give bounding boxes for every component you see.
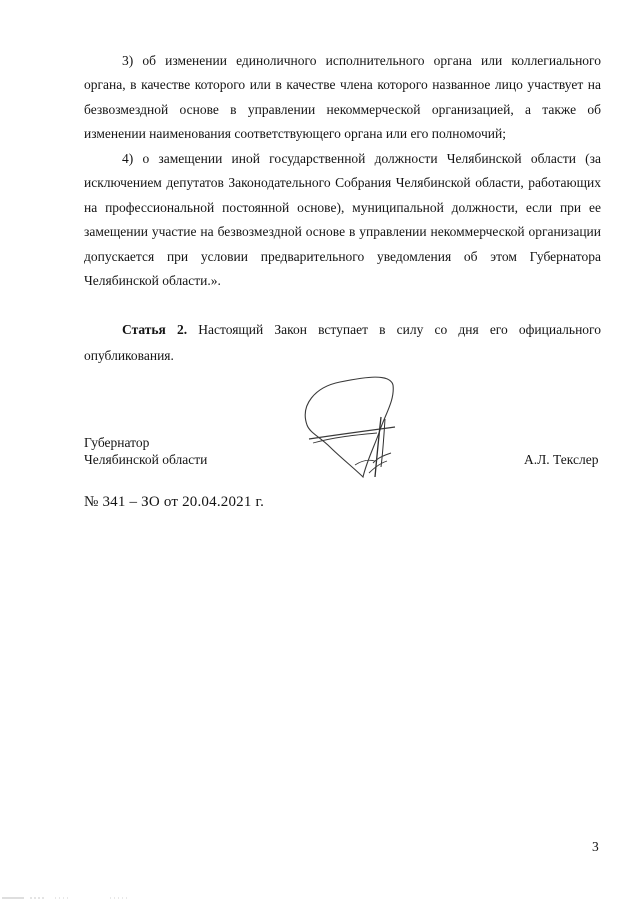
scan-artifact (0, 895, 140, 901)
article-2 (84, 317, 601, 369)
law-number: № 341 – ЗО от 20.04.2021 г. (84, 494, 265, 510)
article-2-label: Статья 2. (122, 322, 188, 337)
signatory-name: А.Л. Текслер (524, 452, 599, 467)
handwritten-signature (295, 365, 405, 495)
signatory-title-line2: Челябинской области (84, 452, 208, 467)
paragraph-item-3: 3) об изменении единоличного исполнительного органа или коллегиального органа, в качестве которого или в качестве члена которого названное лицо участвует на безвозмездной основе в управлении некоммерческой организацией, а также об изменении наименования соответствующего органа или его полномочий; (84, 53, 601, 142)
article-2-text: Настоящий Закон вступает в силу со дня его официального опубликования. (84, 322, 601, 363)
signatory-title (84, 434, 207, 468)
signatory-title-line1: Губернатор (84, 435, 150, 450)
paragraph-item-4: 4) о замещении иной государственной должности Челябинской области (за исключением депутатов Законодательного Собрания Челябинской области, работающих на профессиональной постоянной основе), муниципальной должности, если при ее замещении участие на безвозмездной основе в управлении некоммерческой организации допускается при условии предварительного уведомления об этом Губернатора Челябинской области.». (84, 151, 601, 289)
page-number: 3 (592, 839, 599, 854)
